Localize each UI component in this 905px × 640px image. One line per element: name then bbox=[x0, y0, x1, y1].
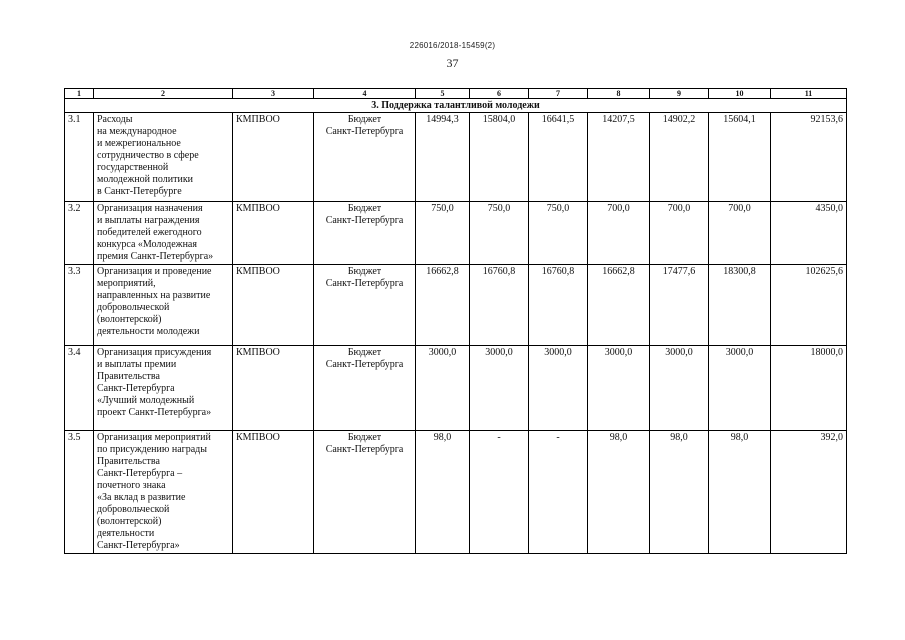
year-value: 98,0 bbox=[650, 431, 709, 554]
column-number: 3 bbox=[233, 89, 314, 99]
year-value: 3000,0 bbox=[416, 346, 470, 431]
funding-source: Бюджет Санкт-Петербурга bbox=[314, 431, 416, 554]
column-number: 10 bbox=[709, 89, 771, 99]
executor: КМПВОО bbox=[233, 346, 314, 431]
funding-source: Бюджет Санкт-Петербурга bbox=[314, 346, 416, 431]
row-number: 3.3 bbox=[65, 265, 94, 346]
activity-name: Организация назначения и выплаты награждения победителей ежегодного конкурса «Молодежная премия Санкт-Петербурга» bbox=[94, 202, 233, 265]
page-number: 37 bbox=[446, 56, 459, 70]
column-number: 9 bbox=[650, 89, 709, 99]
activity-name: Организация мероприятий по присуждению награды Правительства Санкт-Петербурга – почетного знака «За вклад в развитие добровольческой (волонтерской) деятельности Санкт-Петербурга» bbox=[94, 431, 233, 554]
row-number: 3.5 bbox=[65, 431, 94, 554]
column-number: 5 bbox=[416, 89, 470, 99]
table-row bbox=[65, 113, 847, 202]
section-row bbox=[65, 99, 847, 113]
year-value: 14207,5 bbox=[588, 113, 650, 202]
executor: КМПВОО bbox=[233, 113, 314, 202]
year-value: 700,0 bbox=[588, 202, 650, 265]
year-value: 15804,0 bbox=[470, 113, 529, 202]
activity-name: Организация и проведение мероприятий, направленных на развитие добровольческой (волонтерской) деятельности молодежи bbox=[94, 265, 233, 346]
year-value: 700,0 bbox=[709, 202, 771, 265]
executor: КМПВОО bbox=[233, 265, 314, 346]
row-number: 3.2 bbox=[65, 202, 94, 265]
year-value: 14902,2 bbox=[650, 113, 709, 202]
total-value: 18000,0 bbox=[771, 346, 847, 431]
year-value: 16662,8 bbox=[416, 265, 470, 346]
activity-name: Организация присуждения и выплаты премии Правительства Санкт-Петербурга «Лучший молодежный проект Санкт-Петербурга» bbox=[94, 346, 233, 431]
funding-source: Бюджет Санкт-Петербурга bbox=[314, 113, 416, 202]
activity-name: Расходы на международное и межрегиональное сотрудничество в сфере государственной молодежной политики в Санкт-Петербурге bbox=[94, 113, 233, 202]
year-value: 15604,1 bbox=[709, 113, 771, 202]
year-value: - bbox=[529, 431, 588, 554]
funding-source: Бюджет Санкт-Петербурга bbox=[314, 265, 416, 346]
year-value: 3000,0 bbox=[650, 346, 709, 431]
column-number: 6 bbox=[470, 89, 529, 99]
total-value: 4350,0 bbox=[771, 202, 847, 265]
table-row bbox=[65, 346, 847, 431]
year-value: 3000,0 bbox=[470, 346, 529, 431]
year-value: 18300,8 bbox=[709, 265, 771, 346]
table-row bbox=[65, 431, 847, 554]
year-value: 700,0 bbox=[650, 202, 709, 265]
total-value: 102625,6 bbox=[771, 265, 847, 346]
column-number: 7 bbox=[529, 89, 588, 99]
year-value: 16662,8 bbox=[588, 265, 650, 346]
column-number: 8 bbox=[588, 89, 650, 99]
year-value: 750,0 bbox=[416, 202, 470, 265]
document-id: 226016/2018-15459(2) bbox=[409, 41, 496, 50]
year-value: 750,0 bbox=[529, 202, 588, 265]
year-value: 3000,0 bbox=[529, 346, 588, 431]
table-row bbox=[65, 265, 847, 346]
year-value: 17477,6 bbox=[650, 265, 709, 346]
funding-source: Бюджет Санкт-Петербурга bbox=[314, 202, 416, 265]
total-value: 92153,6 bbox=[771, 113, 847, 202]
executor: КМПВОО bbox=[233, 202, 314, 265]
budget-table bbox=[64, 88, 847, 554]
year-value: 16760,8 bbox=[470, 265, 529, 346]
year-value: - bbox=[470, 431, 529, 554]
table-row bbox=[65, 202, 847, 265]
year-value: 98,0 bbox=[416, 431, 470, 554]
row-number: 3.1 bbox=[65, 113, 94, 202]
column-number-row bbox=[65, 89, 847, 99]
year-value: 3000,0 bbox=[709, 346, 771, 431]
year-value: 750,0 bbox=[470, 202, 529, 265]
year-value: 98,0 bbox=[709, 431, 771, 554]
year-value: 16641,5 bbox=[529, 113, 588, 202]
column-number: 4 bbox=[314, 89, 416, 99]
year-value: 3000,0 bbox=[588, 346, 650, 431]
total-value: 392,0 bbox=[771, 431, 847, 554]
column-number: 11 bbox=[771, 89, 847, 99]
column-number: 2 bbox=[94, 89, 233, 99]
executor: КМПВОО bbox=[233, 431, 314, 554]
section-title: 3. Поддержка талантливой молодежи bbox=[65, 99, 847, 113]
year-value: 16760,8 bbox=[529, 265, 588, 346]
year-value: 98,0 bbox=[588, 431, 650, 554]
year-value: 14994,3 bbox=[416, 113, 470, 202]
row-number: 3.4 bbox=[65, 346, 94, 431]
column-number: 1 bbox=[65, 89, 94, 99]
